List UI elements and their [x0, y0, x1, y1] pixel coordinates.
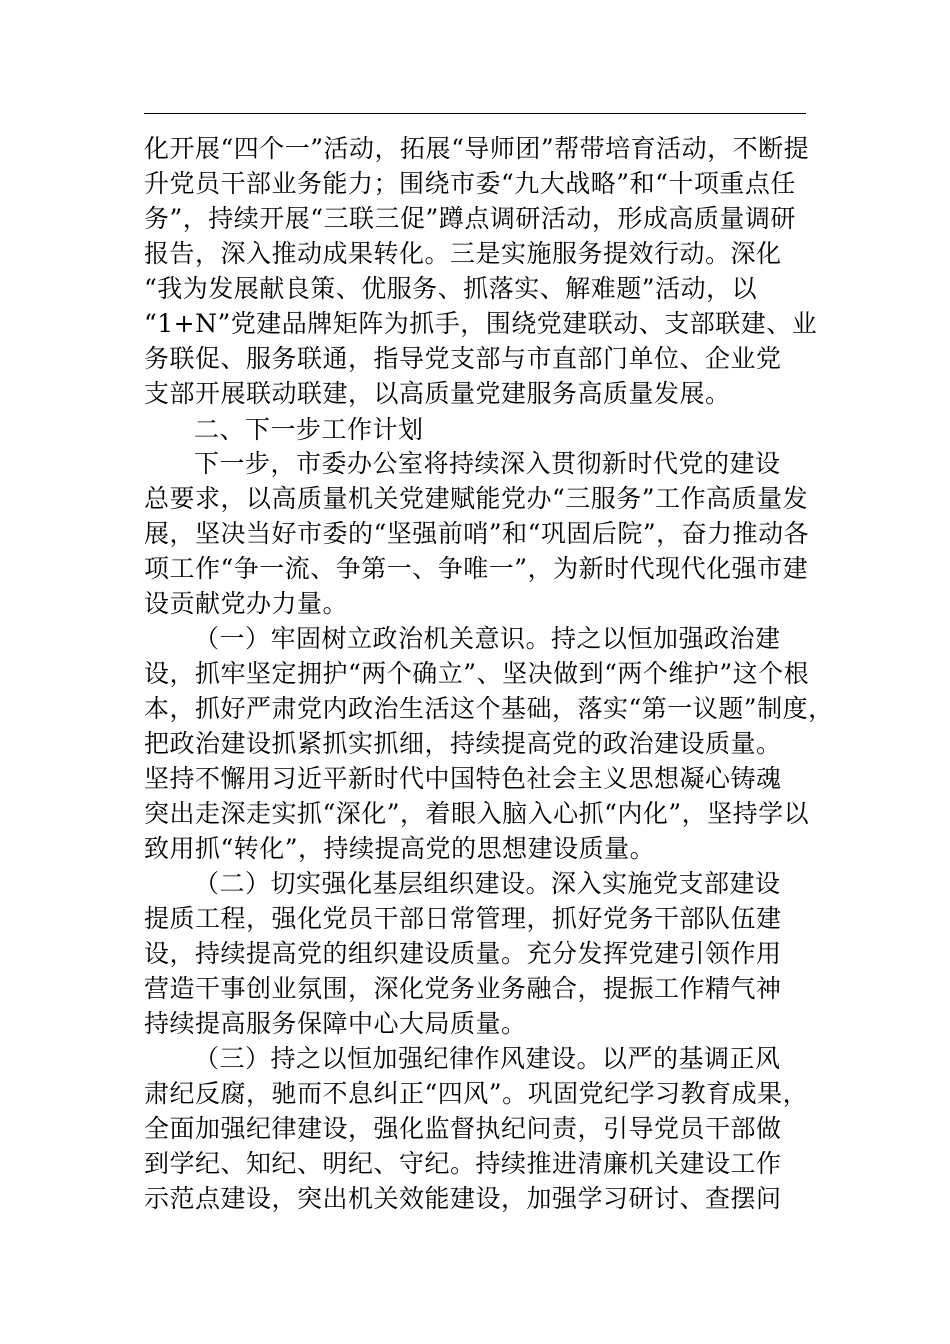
paragraph-line: 示范点建设，突出机关效能建设，加强学习研讨、查摆问 [144, 1184, 782, 1213]
paragraph-line: 化开展“四个一”活动，拓展“导师团”帮带培育活动，不断提 [144, 134, 810, 163]
paragraph-line: 营造干事创业氛围，深化党务业务融合，提振工作精气神 [144, 974, 782, 1003]
paragraph-line: 总要求，以高质量机关党建赋能党办“三服务”工作高质量发 [144, 484, 809, 513]
paragraph-line: 升党员干部业务能力；围绕市委“九大战略”和“十项重点任 [144, 169, 796, 198]
paragraph-line: 本，抓好严肃党内政治生活这个基础，落实“第一议题”制度， [144, 694, 834, 723]
header-rule [144, 113, 806, 114]
paragraph-line: （二）切实强化基层组织建设。深入实施党支部建设 [194, 869, 781, 898]
paragraph-line: 项工作“争一流、争第一、争唯一”，为新时代现代化强市建 [144, 554, 809, 583]
paragraph-line: 务”，持续开展“三联三促”蹲点调研活动，形成高质量调研 [144, 204, 796, 233]
paragraph-line: 提质工程，强化党员干部日常管理，抓好党务干部队伍建 [144, 904, 782, 933]
paragraph-line: 下一步，市委办公室将持续深入贯彻新时代党的建设 [194, 449, 781, 478]
paragraph-line: 展，坚决当好市委的“坚强前哨”和“巩固后院”，奋力推动各 [144, 519, 810, 548]
paragraph-line: （三）持之以恒加强纪律作风建设。以严的基调正风 [194, 1044, 781, 1073]
paragraph-line: 支部开展联动联建，以高质量党建服务高质量发展。 [144, 379, 731, 408]
paragraph-line: 致用抓“转化”，持续提高党的思想建设质量。 [144, 834, 656, 863]
paragraph-line: 肃纪反腐，驰而不息纠正“四风”。巩固党纪学习教育成果， [144, 1079, 809, 1108]
section-heading: 二、下一步工作计划 [194, 415, 424, 444]
paragraph-line: 报告，深入推动成果转化。三是实施服务提效行动。深化 [144, 239, 782, 268]
paragraph-line: 全面加强纪律建设，强化监督执纪问责，引导党员干部做 [144, 1114, 782, 1143]
paragraph-line: 设，持续提高党的组织建设质量。充分发挥党建引领作用 [144, 939, 782, 968]
paragraph-line: 设贡献党办力量。 [144, 589, 349, 618]
paragraph-line: 坚持不懈用习近平新时代中国特色社会主义思想凝心铸魂 [144, 764, 782, 793]
paragraph-line: （一）牢固树立政治机关意识。持之以恒加强政治建 [194, 624, 781, 653]
paragraph-line: 突出走深走实抓“深化”，着眼入脑入心抓“内化”，坚持学以 [144, 799, 810, 828]
paragraph-line: 务联促、服务联通，指导党支部与市直部门单位、企业党 [144, 344, 782, 373]
paragraph-line: 到学纪、知纪、明纪、守纪。持续推进清廉机关建设工作 [144, 1149, 782, 1178]
paragraph-line: “我为发展献良策、优服务、抓落实、解难题”活动，以 [144, 274, 758, 303]
paragraph-line: 设，抓牢坚定拥护“两个确立”、坚决做到“两个维护”这个根 [144, 659, 810, 688]
paragraph-line: 持续提高服务保障中心大局质量。 [144, 1009, 527, 1038]
paragraph-line: 把政治建设抓紧抓实抓细，持续提高党的政治建设质量。 [144, 729, 782, 758]
paragraph-line: “1+N”党建品牌矩阵为抓手，围绕党建联动、支部联建、业 [144, 309, 818, 338]
